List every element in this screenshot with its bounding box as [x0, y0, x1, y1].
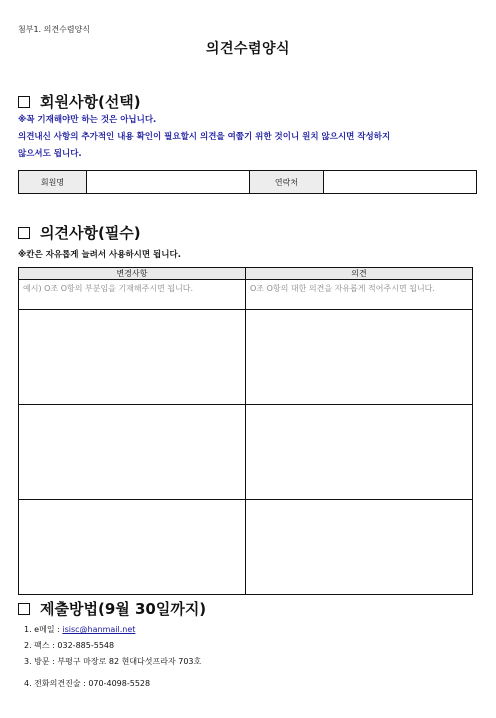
- contact-field[interactable]: [324, 171, 477, 194]
- change-input-cell[interactable]: [19, 500, 246, 595]
- submit-item-email: [24, 622, 201, 638]
- checkbox-icon: [18, 96, 30, 108]
- member-info-table: [18, 170, 477, 194]
- member-section-title: 회원사항(선택): [40, 93, 141, 111]
- opinion-section-heading: [18, 222, 141, 243]
- member-name-field[interactable]: [87, 171, 250, 194]
- submit-methods-list: [24, 622, 201, 692]
- opinion-note: ※칸은 자유롭게 늘려서 사용하시면 됩니다.: [18, 250, 181, 260]
- attachment-label: 첨부1. 의견수렴양식: [18, 25, 90, 34]
- opinion-section-title: 의견사항(필수): [40, 224, 141, 242]
- submit-item-visit: 3. 방문 : 부평구 마장로 82 현대다섯프라자 703호: [24, 657, 202, 666]
- column-header-opinion: 의견: [246, 268, 473, 280]
- member-note-line3: 않으셔도 됩니다.: [18, 149, 82, 159]
- example-opinion-cell: O조 O항의 대한 의견을 자유롭게 적어주시면 됩니다.: [246, 280, 473, 310]
- checkbox-icon: [18, 603, 30, 615]
- page-title: 의견수렴양식: [205, 41, 291, 57]
- email-link[interactable]: isisc@hanmail.net: [62, 625, 136, 634]
- change-input-cell[interactable]: [19, 310, 246, 405]
- example-change-cell: 예시) O조 O항의 부분임을 기재해주시면 됩니다.: [19, 280, 246, 310]
- member-section-notes: [18, 112, 488, 163]
- member-section-heading: [18, 91, 141, 112]
- submit-section-title: 제출방법(9월 30일까지): [40, 600, 207, 618]
- contact-label: 연락처: [250, 171, 324, 194]
- submit-section-heading: [18, 598, 206, 619]
- opinion-input-cell[interactable]: [246, 500, 473, 595]
- opinion-input-cell[interactable]: [246, 310, 473, 405]
- opinion-table: [18, 267, 473, 595]
- member-name-label: 회원명: [19, 171, 87, 194]
- member-note-line1: ※꼭 기재해야만 하는 것은 아닙니다.: [18, 115, 157, 125]
- checkbox-icon: [18, 227, 30, 239]
- submit-item-fax: 2. 팩스 : 032-885-5548: [24, 641, 115, 650]
- member-note-line2: 의견내신 사항의 추가적인 내용 확인이 필요할시 의견을 여쭙기 위한 것이니 원치 않으시면 작성하지: [18, 132, 391, 142]
- submit-item-phone: 4. 전화의견진술 : 070-4098-5528: [24, 679, 151, 688]
- column-header-change: 변경사항: [19, 268, 246, 280]
- email-label: 1. e메일 :: [24, 625, 60, 634]
- opinion-input-cell[interactable]: [246, 405, 473, 500]
- change-input-cell[interactable]: [19, 405, 246, 500]
